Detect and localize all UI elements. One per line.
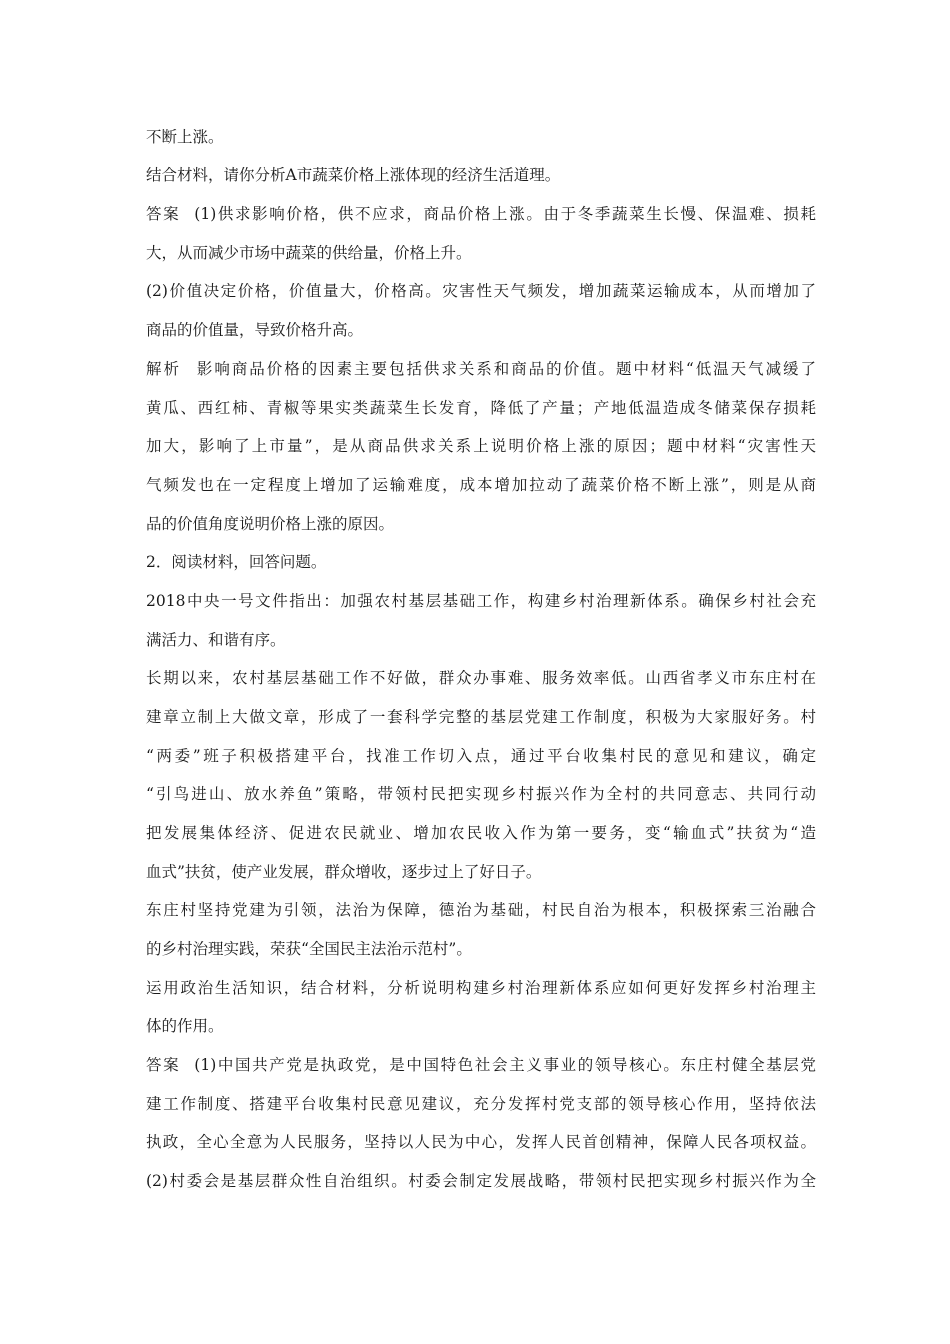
text-line: “两委”班子积极搭建平台，找准工作切入点，通过平台收集村民的意见和建议，确定 xyxy=(146,747,816,765)
text-line: (2)村委会是基层群众性自治组织。村委会制定发展战略，带领村民把实现乡村振兴作为全 xyxy=(146,1172,816,1190)
analysis-label: 解析 xyxy=(146,360,181,378)
text-line: 把发展集体经济、促进农民就业、增加农民收入作为第一要务，变“输血式”扶贫为“造 xyxy=(146,824,816,842)
text-line: 运用政治生活知识，结合材料，分析说明构建乡村治理新体系应如何更好发挥乡村治理主 xyxy=(146,979,816,997)
text-line: 建章立制上大做文章，形成了一套科学完整的基层党建工作制度，积极为大家服好务。村 xyxy=(146,708,816,726)
text-line: 2018中央一号文件指出：加强农村基层基础工作，构建乡村治理新体系。确保乡村社会充 xyxy=(146,592,816,610)
answer-label: 答案 xyxy=(146,1056,181,1074)
answer-line: 答案 (1)供求影响价格，供不应求，商品价格上涨。由于冬季蔬菜生长慢、保温难、损耗 xyxy=(146,205,816,223)
text-line: 商品的价值量，导致价格升高。 xyxy=(146,321,364,339)
text-line: 东庄村坚持党建为引领，法治为保障，德治为基础，村民自治为根本，积极探索三治融合 xyxy=(146,901,816,919)
text-line: 血式”扶贫，使产业发展，群众增收，逐步过上了好日子。 xyxy=(146,863,542,881)
text-line: 执政，全心全意为人民服务，坚持以人民为中心，发挥人民首创精神，保障人民各项权益。 xyxy=(146,1133,816,1151)
text-line: (2)价值决定价格，价值量大，价格高。灾害性天气频发，增加蔬菜运输成本，从而增加了 xyxy=(146,282,816,300)
text-line: “引鸟进山、放水养鱼”策略，带领村民把实现乡村振兴作为全村的共同意志、共同行动 xyxy=(146,785,816,803)
question-heading: 2．阅读材料，回答问题。 xyxy=(146,553,327,571)
text-line: 气频发也在一定程度上增加了运输难度，成本增加拉动了蔬菜价格不断上涨”，则是从商 xyxy=(146,476,816,494)
text-line: 不断上涨。 xyxy=(146,128,224,146)
text-line: 体的作用。 xyxy=(146,1017,224,1035)
text-line: 大，从而减少市场中蔬菜的供给量，价格上升。 xyxy=(146,244,472,262)
text-line: 结合材料，请你分析A市蔬菜价格上涨体现的经济生活道理。 xyxy=(146,166,561,184)
answer-label: 答案 xyxy=(146,205,181,223)
text-line: 加大，影响了上市量”，是从商品供求关系上说明价格上涨的原因；题中材料“灾害性天 xyxy=(146,437,816,455)
analysis-line: 解析 影响商品价格的因素主要包括供求关系和商品的价值。题中材料“低温天气减缓了 xyxy=(146,360,816,378)
text-line: 建工作制度、搭建平台收集村民意见建议，充分发挥村党支部的领导核心作用，坚持依法 xyxy=(146,1095,816,1113)
text-line: 的乡村治理实践，荣获“全国民主法治示范村”。 xyxy=(146,940,472,958)
text-line: 黄瓜、西红柿、青椒等果实类蔬菜生长发育，降低了产量；产地低温造成冬储菜保存损耗 xyxy=(146,399,816,417)
text-line: 品的价值角度说明价格上涨的原因。 xyxy=(146,515,395,533)
answer-line: 答案 (1)中国共产党是执政党，是中国特色社会主义事业的领导核心。东庄村健全基层党 xyxy=(146,1056,816,1074)
text-line: 满活力、和谐有序。 xyxy=(146,631,286,649)
text-line: 长期以来，农村基层基础工作不好做，群众办事难、服务效率低。山西省孝义市东庄村在 xyxy=(146,669,816,687)
